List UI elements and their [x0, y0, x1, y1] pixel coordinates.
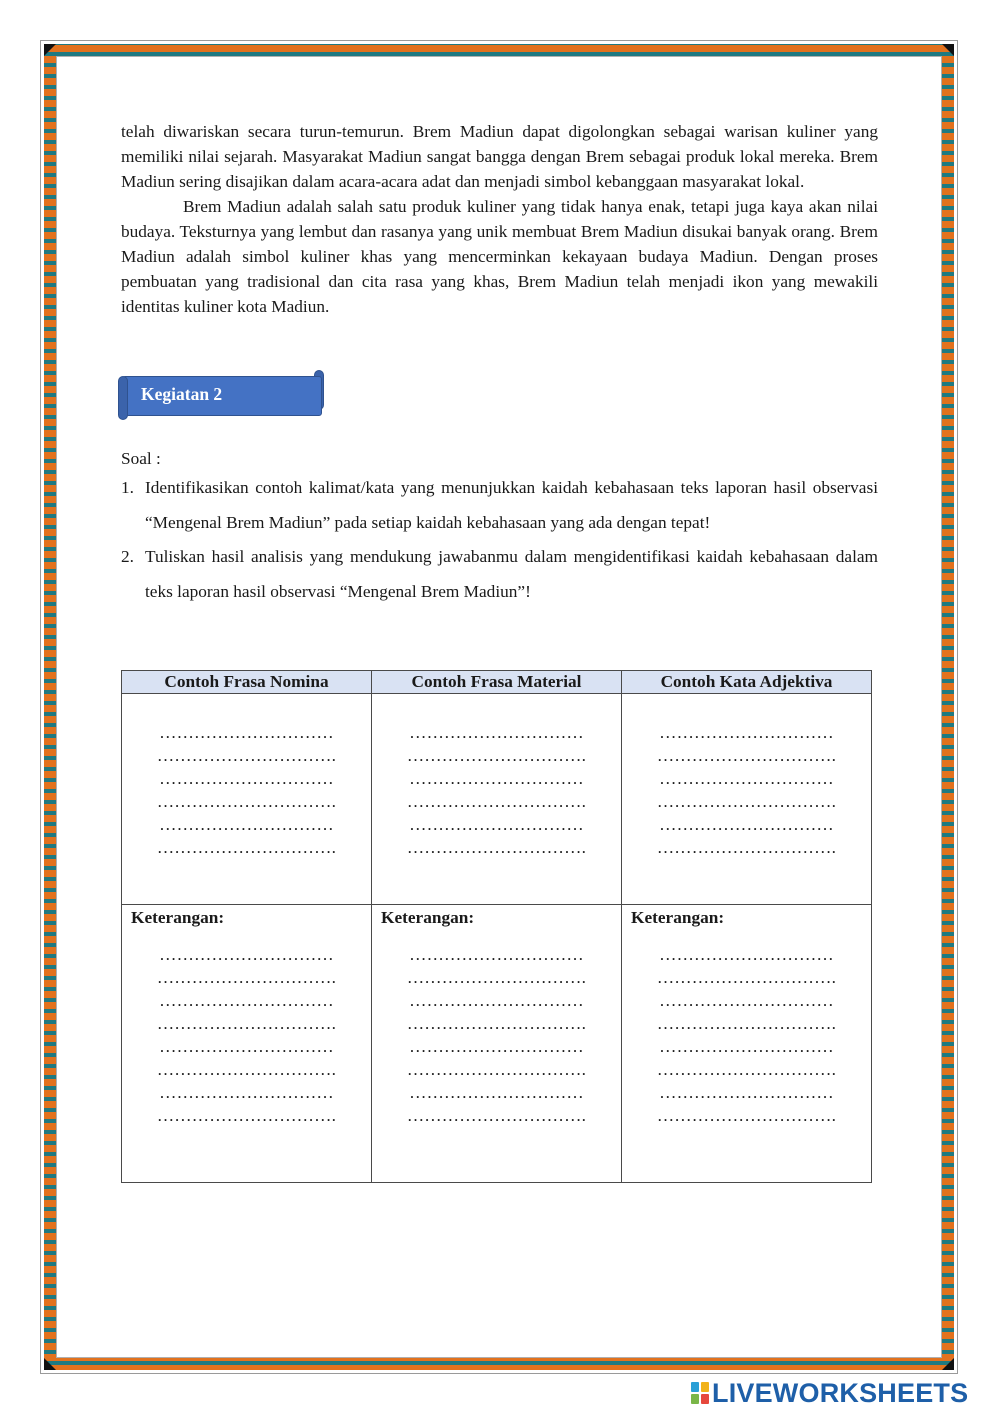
- keterangan-label: Keterangan:: [631, 908, 725, 927]
- answer-line[interactable]: …………………………: [409, 815, 584, 834]
- keterangan-label: Keterangan:: [131, 908, 225, 927]
- answer-line[interactable]: …………………………: [159, 991, 334, 1010]
- answer-line[interactable]: ………………………….: [656, 1106, 837, 1125]
- article-paragraph-1: telah diwariskan secara turun-temurun. Brem Madiun dapat digolongkan sebagai warisan kuliner yang memiliki nilai sejarah. Masyarakat Madiun sangat bangga dengan Brem sebagai produk lokal mereka. Brem Madiun sering disajikan dalam acara-acara adat dan menjadi simbol kebanggaan masyarakat lokal.: [121, 122, 878, 191]
- answer-cell-material[interactable]: [372, 694, 622, 905]
- answer-line[interactable]: …………………………: [659, 945, 834, 964]
- answer-line[interactable]: …………………………: [659, 1037, 834, 1056]
- answer-line[interactable]: ………………………….: [406, 792, 587, 811]
- answer-line[interactable]: …………………………: [409, 991, 584, 1010]
- column-header: Contoh Frasa Nomina: [122, 671, 372, 694]
- answer-line[interactable]: ………………………….: [406, 968, 587, 987]
- answer-line[interactable]: …………………………: [659, 815, 834, 834]
- question-text: Identifikasikan contoh kalimat/kata yang menunjukkan kaidah kebahasaan teks laporan hasil observasi “Mengenal Brem Madiun” pada setiap kaidah kebahasaan yang ada dengan tepat!: [145, 478, 878, 532]
- questions-section: [121, 446, 878, 609]
- keterangan-label: Keterangan:: [381, 908, 475, 927]
- activity-banner: [118, 370, 328, 420]
- question-item: [121, 471, 878, 540]
- answer-line[interactable]: …………………………: [159, 1083, 334, 1102]
- answer-cell-nomina[interactable]: [122, 694, 372, 905]
- answer-line[interactable]: …………………………: [659, 991, 834, 1010]
- answer-line[interactable]: ………………………….: [406, 1060, 587, 1079]
- answer-line[interactable]: ………………………….: [156, 1014, 337, 1033]
- answer-line[interactable]: ………………………….: [656, 1014, 837, 1033]
- article-paragraph-2: Brem Madiun adalah salah satu produk kuliner yang tidak hanya enak, tetapi juga kaya akan nilai budaya. Teksturnya yang lembut dan rasanya yang unik membuat Brem Madiun disukai banyak orang. Brem Madiun adalah simbol kuliner khas yang mencerminkan kekayaan budaya Madiun. Dengan proses pembuatan yang tradisional dan cita rasa yang khas, Brem Madiun telah menjadi ikon yang mewakili identitas kuliner kota Madiun.: [121, 197, 878, 316]
- table-row: [122, 905, 872, 1183]
- answer-line[interactable]: …………………………: [159, 1037, 334, 1056]
- answer-line[interactable]: …………………………: [159, 723, 334, 742]
- answer-line[interactable]: …………………………: [159, 945, 334, 964]
- answer-line[interactable]: …………………………: [409, 1083, 584, 1102]
- question-list: [121, 471, 878, 609]
- column-header: Contoh Kata Adjektiva: [622, 671, 872, 694]
- question-number: 1.: [121, 478, 134, 497]
- border-corner: [942, 44, 954, 56]
- answer-line[interactable]: ………………………….: [656, 968, 837, 987]
- answer-line[interactable]: …………………………: [659, 769, 834, 788]
- answer-line[interactable]: ………………………….: [656, 792, 837, 811]
- border-corner: [44, 1358, 56, 1370]
- question-text: Tuliskan hasil analisis yang mendukung jawabanmu dalam mengidentifikasi kaidah kebahasaan dalam teks laporan hasil observasi “Mengenal Brem Madiun”!: [145, 547, 878, 601]
- answer-line[interactable]: ………………………….: [656, 746, 837, 765]
- brand-name: LIVEWORKSHEETS: [712, 1377, 969, 1408]
- question-item: [121, 540, 878, 609]
- answer-line[interactable]: …………………………: [409, 723, 584, 742]
- article-text: [121, 119, 878, 319]
- liveworksheets-logo-icon: [691, 1382, 709, 1404]
- answer-table: [121, 670, 872, 1183]
- liveworksheets-logo[interactable]: [691, 1377, 969, 1408]
- answer-line[interactable]: …………………………: [659, 723, 834, 742]
- answer-line[interactable]: …………………………: [659, 1083, 834, 1102]
- answer-line[interactable]: …………………………: [159, 815, 334, 834]
- table-row: [122, 694, 872, 905]
- answer-line[interactable]: ………………………….: [406, 838, 587, 857]
- answer-line[interactable]: …………………………: [409, 769, 584, 788]
- answer-line[interactable]: …………………………: [409, 945, 584, 964]
- banner-scroll-curl: [118, 376, 128, 420]
- answer-line[interactable]: ………………………….: [156, 1060, 337, 1079]
- answer-line[interactable]: ………………………….: [156, 746, 337, 765]
- activity-title: Kegiatan 2: [141, 384, 223, 404]
- answer-line[interactable]: ………………………….: [406, 1106, 587, 1125]
- answer-line[interactable]: ………………………….: [656, 1060, 837, 1079]
- answer-line[interactable]: ………………………….: [156, 968, 337, 987]
- answer-line[interactable]: …………………………: [159, 769, 334, 788]
- keterangan-cell-material[interactable]: [372, 905, 622, 1183]
- keterangan-cell-adjektiva[interactable]: [622, 905, 872, 1183]
- answer-line[interactable]: ………………………….: [156, 1106, 337, 1125]
- answer-line[interactable]: ………………………….: [156, 792, 337, 811]
- soal-label: Soal :: [121, 449, 161, 468]
- answer-cell-adjektiva[interactable]: [622, 694, 872, 905]
- border-corner: [942, 1358, 954, 1370]
- question-number: 2.: [121, 547, 134, 566]
- answer-line[interactable]: ………………………….: [406, 1014, 587, 1033]
- table-header-row: [122, 671, 872, 694]
- answer-line[interactable]: ………………………….: [406, 746, 587, 765]
- answer-line[interactable]: …………………………: [409, 1037, 584, 1056]
- column-header: Contoh Frasa Material: [372, 671, 622, 694]
- answer-line[interactable]: ………………………….: [156, 838, 337, 857]
- answer-line[interactable]: ………………………….: [656, 838, 837, 857]
- border-corner: [44, 44, 56, 56]
- keterangan-cell-nomina[interactable]: [122, 905, 372, 1183]
